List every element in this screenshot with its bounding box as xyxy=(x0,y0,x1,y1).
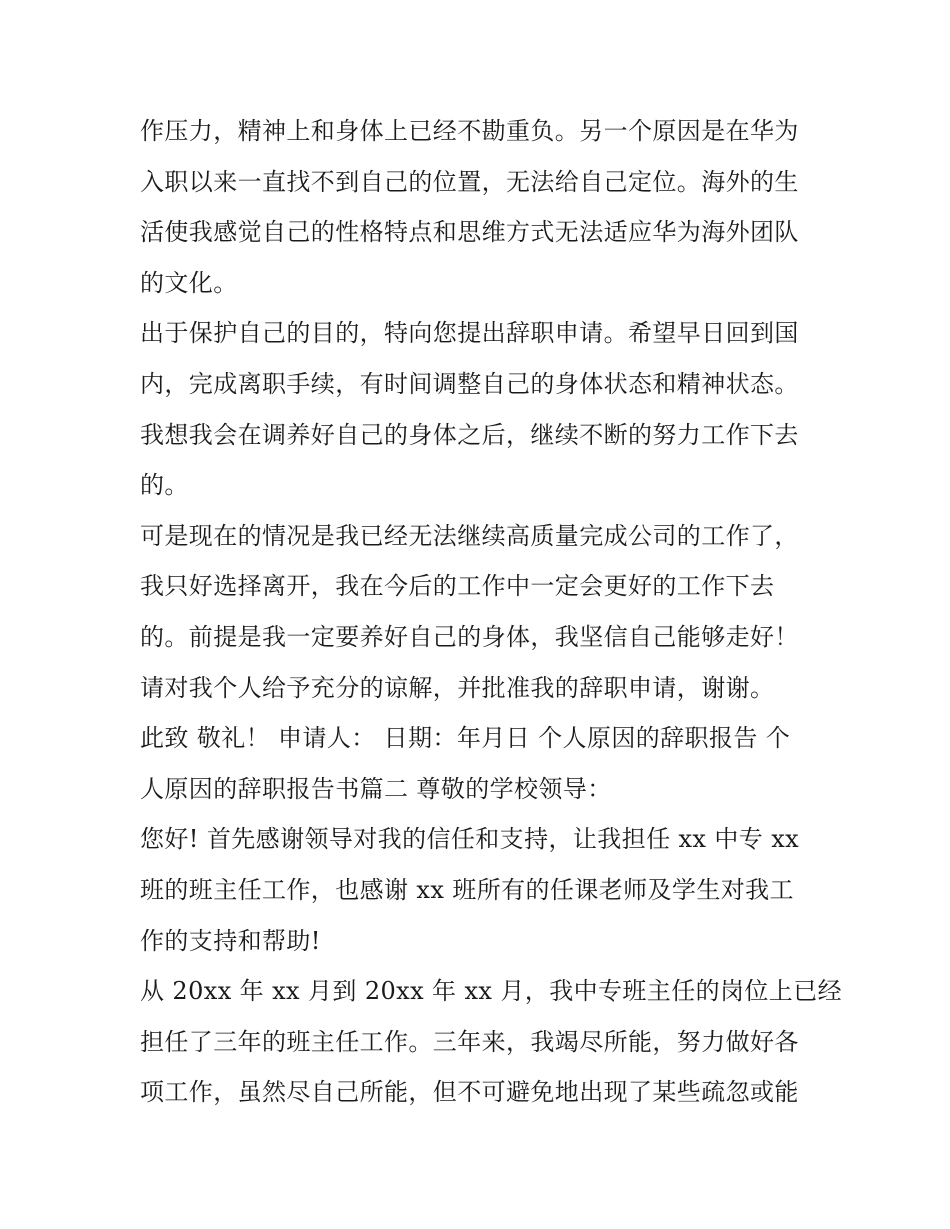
text-line: 作压力，精神上和身体上已经不勘重负。另一个原因是在华为 xyxy=(140,117,799,145)
text-line: 的。 xyxy=(140,471,189,500)
text-line: 您好! 首先感谢领导对我的信任和支持，让我担任 xx 中专 xx xyxy=(140,825,800,854)
text-line: 项工作，虽然尽自己所能，但不可避免地出现了某些疏忽或能 xyxy=(140,1078,799,1107)
text-line: 我想我会在调养好自己的身体之后，继续不断的努力工作下去 xyxy=(140,420,799,449)
text-line: 出于保护自己的目的，特向您提出辞职申请。希望早日回到国 xyxy=(140,319,799,348)
text-line: 班的班主任工作，也感谢 xx 班所有的任课老师及学生对我工 xyxy=(140,875,794,904)
text-line: 请对我个人给予充分的谅解，并批准我的辞职申请，谢谢。 xyxy=(140,673,775,702)
text-line: 的。前提是我一定要养好自己的身体，我坚信自己能够走好！ xyxy=(140,622,799,651)
document-body xyxy=(140,106,842,1118)
text-line: 从 20xx 年 xx 月到 20xx 年 xx 月，我中专班主任的岗位上已经 xyxy=(140,977,842,1006)
text-line: 活使我感觉自己的性格特点和思维方式无法适应华为海外团队 xyxy=(140,218,799,247)
text-line: 作的支持和帮助! xyxy=(140,926,321,955)
text-line: 此致 敬礼！ 申请人： 日期：年月日 个人原因的辞职报告 个 xyxy=(140,724,791,753)
text-line: 我只好选择离开，我在今后的工作中一定会更好的工作下去 xyxy=(140,572,775,601)
text-line: 内，完成离职手续，有时间调整自己的身体状态和精神状态。 xyxy=(140,369,799,398)
text-line: 人原因的辞职报告书篇二 尊敬的学校领导： xyxy=(140,774,612,803)
text-line: 的文化。 xyxy=(140,268,238,297)
text-line: 可是现在的情况是我已经无法继续高质量完成公司的工作了， xyxy=(140,521,799,550)
text-line: 入职以来一直找不到自己的位置，无法给自己定位。海外的生 xyxy=(140,167,799,196)
text-line: 担任了三年的班主任工作。三年来，我竭尽所能，努力做好各 xyxy=(140,1027,799,1056)
